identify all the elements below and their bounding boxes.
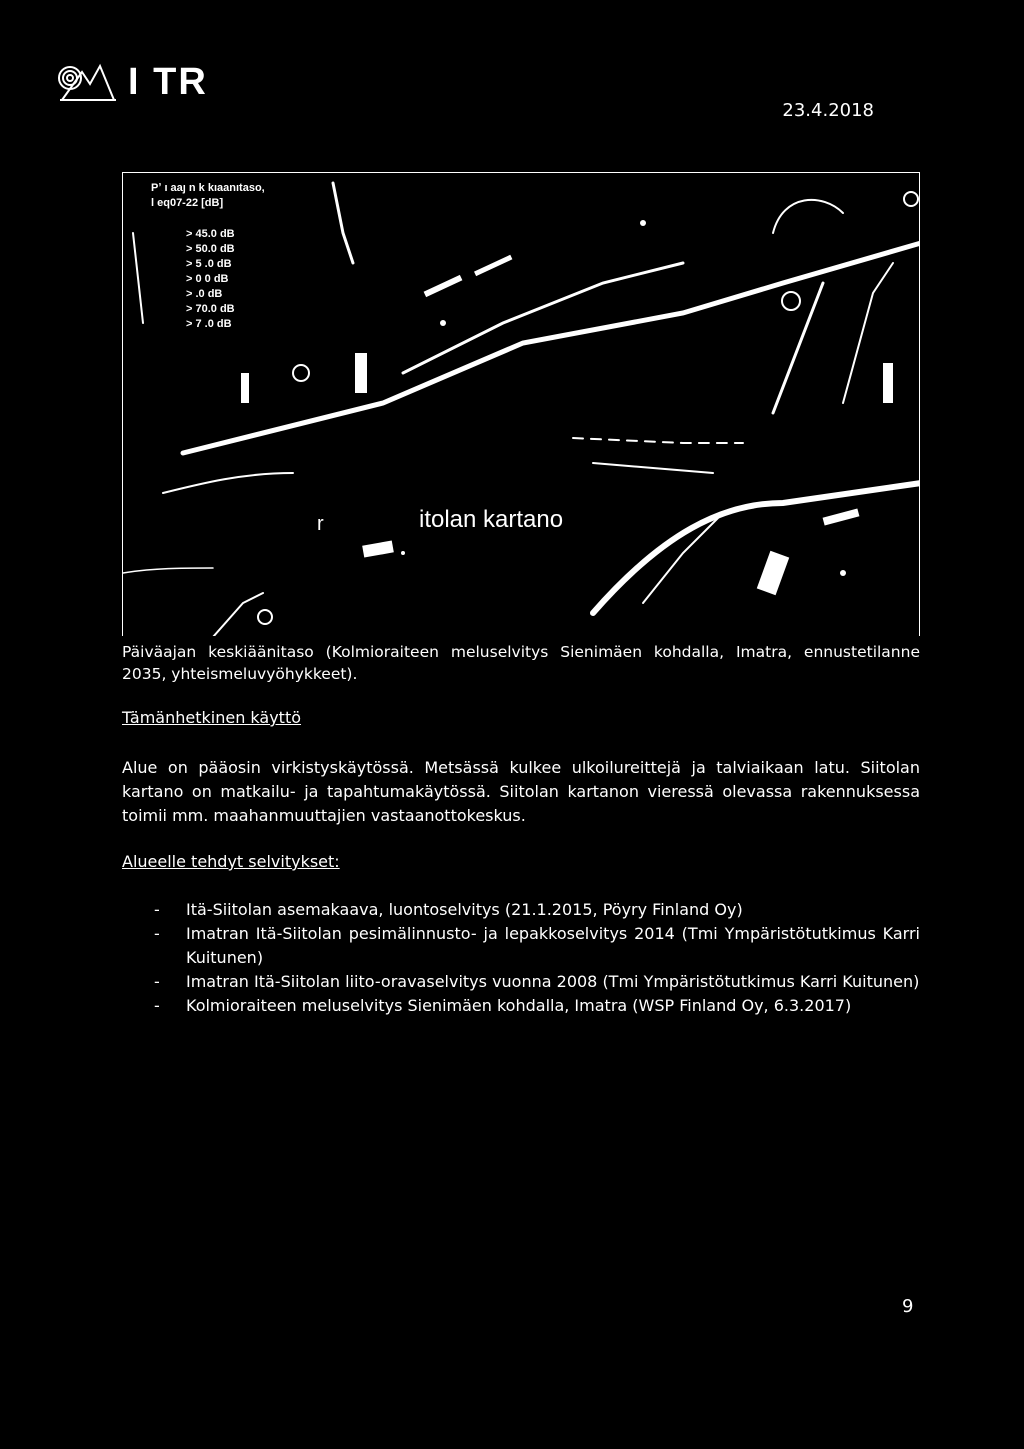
map-circle-2	[904, 192, 918, 206]
main-road	[403, 263, 683, 373]
logo-text: I TR	[128, 60, 208, 103]
building-2	[474, 255, 512, 276]
road-north	[333, 183, 353, 263]
legend-item: > 70.0 dB	[186, 303, 235, 315]
current-use-heading: Tämänhetkinen käyttö	[122, 708, 302, 727]
legend-title-1: Pʼ ı aaȷ n k kıaanıtaso,	[151, 182, 265, 194]
map-place-label-left: r	[317, 513, 324, 535]
list-item: - Kolmioraiteen meluselvitys Sienimäen kohdalla, Imatra (WSP Finland Oy, 6.3.2017)	[122, 994, 920, 1018]
road-left	[163, 473, 293, 493]
road-lower-left	[123, 568, 213, 573]
building-8	[883, 363, 893, 403]
list-item: - Itä-Siitolan asemakaava, luontoselvitys (21.1.2015, Pöyry Finland Oy)	[122, 898, 920, 922]
figure-caption: Päiväajan keskiäänitaso (Kolmioraiteen meluselvitys Sienimäen kohdalla, Imatra, ennustetilanne 2035, yhteismeluvyöhykkeet).	[122, 643, 920, 683]
building-1	[424, 275, 463, 297]
legend-item: > 7 .0 dB	[186, 318, 232, 330]
page-number: 9	[902, 1296, 914, 1317]
legend-item: > 5 .0 dB	[186, 258, 232, 270]
legend-item: > .0 dB	[186, 288, 223, 300]
document-date: 23.4.2018	[782, 100, 874, 121]
list-item: - Imatran Itä-Siitolan liito-oravaselvitys vuonna 2008 (Tmi Ympäristötutkimus Karri Kuitunen)	[122, 970, 920, 994]
dashed-track	[573, 438, 743, 443]
legend-title-2: l eq07-22 [dB]	[151, 197, 224, 209]
map-circle-3	[258, 610, 272, 624]
map-legend	[151, 181, 265, 332]
building-5	[362, 540, 394, 557]
bottom-track	[213, 593, 263, 636]
arc-feature	[773, 200, 843, 233]
noise-map	[122, 172, 920, 636]
studies-list	[122, 898, 920, 1018]
legend-item: > 50.0 dB	[186, 243, 235, 255]
map-circle-4	[782, 292, 800, 310]
imatra-logo-icon	[56, 60, 118, 104]
railway-line	[183, 243, 920, 453]
legend-item: > 0 0 dB	[186, 273, 229, 285]
studies-heading: Alueelle tehdyt selvitykset:	[122, 852, 340, 871]
road-curve	[593, 483, 920, 613]
road-northeast	[773, 283, 823, 413]
point-4	[640, 220, 646, 226]
logo	[56, 60, 208, 104]
building-6	[355, 353, 367, 393]
current-use-text: Alue on pääosin virkistyskäytössä. Metsässä kulkee ulkoilureittejä ja talviaikaan latu. Siitolan kartano on matkailu- ja tapahtumakäytössä. Siitolan kartanon vieressä olevassa rakennuksessa toimii mm. maahanmuuttajien vastaanottokeskus.	[122, 758, 920, 825]
point-1	[440, 320, 446, 326]
building-3	[823, 508, 860, 525]
track-segment	[593, 463, 713, 473]
point-3	[840, 570, 846, 576]
map-circle-1	[293, 365, 309, 381]
list-item: - Imatran Itä-Siitolan pesimälinnusto- ja lepakkoselvitys 2014 (Tmi Ympäristötutkimus Karri Kuitunen)	[122, 922, 920, 970]
building-4	[757, 551, 789, 595]
building-7	[241, 373, 249, 403]
road-west	[133, 233, 143, 323]
point-2	[401, 551, 405, 555]
road-branch	[643, 513, 723, 603]
legend-item: > 45.0 dB	[186, 228, 235, 240]
map-place-label: itolan kartano	[419, 506, 564, 533]
